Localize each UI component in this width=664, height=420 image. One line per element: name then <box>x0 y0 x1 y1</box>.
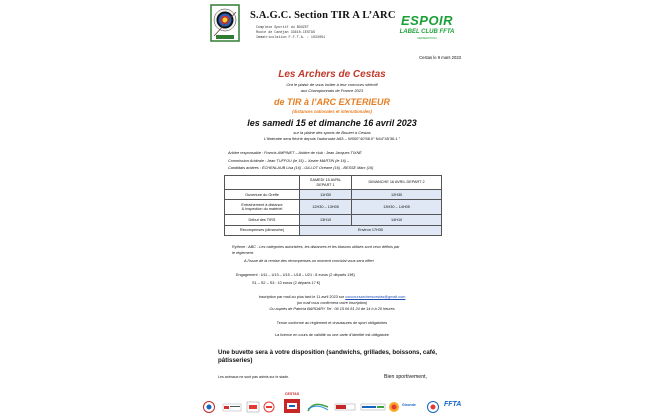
inscription-line <box>192 295 472 299</box>
document-page <box>192 0 472 420</box>
engagement-line-2: S1 – S2 – S3 : 10 euros (2 départs 17 €) <box>252 281 321 285</box>
table-header-cell: SAMEDI 15 AVRIL DEPART 1 <box>300 176 352 190</box>
intro-line-2: aux Championnats de France 2023 <box>300 88 364 93</box>
row-day1: 13H10 <box>300 215 352 225</box>
row-day2: 13H30 – 14H05 <box>352 200 442 215</box>
rythme-line-2: le règlement. <box>232 251 254 255</box>
licence-line: La licence en cours de validité ou une carte d’identité est obligatoire <box>275 333 389 337</box>
rythme-line-1: Rythme : ABC - Les catégories autorisées, les distances et les blasons utilisés sont ceux définis par <box>232 245 400 249</box>
table-row <box>225 200 442 215</box>
event-dates: les samedi 15 et dimanche 16 avril 2023 <box>247 118 417 128</box>
sponsor-logo-4 <box>262 401 276 413</box>
espoir-label-text: LABEL CLUB FFTA <box>399 29 455 35</box>
row-label: Ouverture du Greffe <box>225 190 300 200</box>
commission-line: Commission Arbitrale : Jean TUFFOU (le 15) – Xavier MARTIN (le 16) – <box>228 159 350 163</box>
cestas-logo-text: CESTAS <box>284 392 300 396</box>
event-name: de TIR à l’ARC EXTERIEUR <box>273 97 390 107</box>
arbitre-line: Arbitre responsable : Francis AMPINET – Arbitre de club : Jean Jacques TIXNÉ <box>228 151 362 155</box>
club-target-logo <box>210 4 240 44</box>
sponsor-logo-7 <box>334 401 356 413</box>
sponsor-logo-9 <box>388 401 400 413</box>
row-label: Récompenses (dimanche) <box>225 225 300 235</box>
animaux-line: Les animaux ne sont pas admis sur le stade. <box>218 375 290 379</box>
table-header-row <box>225 176 442 190</box>
header-address-1: Complexe Sportif du BOUZET <box>256 26 309 30</box>
row-label: Début des TIRS <box>225 215 300 225</box>
table-row <box>225 225 442 235</box>
table-header-cell <box>225 176 300 190</box>
confirm-line: (un mail vous confirmera votre inscription) <box>296 301 368 305</box>
row-day1: 12H30 – 13H05 <box>300 200 352 215</box>
sponsor-logo-1 <box>202 401 216 413</box>
sponsor-logo-3 <box>246 401 260 413</box>
buvette-text: Une buvette sera à votre disposition (sandwichs, grillades, boissons, café, pâtisseries) <box>218 349 438 364</box>
inscription-text: Inscription par mail au plus tard le 11 avril 2023 sur <box>258 295 346 299</box>
candidats-line: Candidats arbitres : ÉCHENLAUB Lisa (16) - GILLOT Océane (16) - BESSE Marc (16) <box>228 166 374 170</box>
header-title: S.A.G.C. Section TIR A L’ARC <box>250 10 396 21</box>
sponsor-logo-6 <box>306 401 330 413</box>
row-day1: 11H30 <box>300 190 352 200</box>
engagement-line-1: Engagement : U11 – U13 – U15 – U18 – U21 : 8 euros (2 départs 13€) <box>236 273 355 277</box>
sponsor-logos <box>200 392 468 417</box>
sponsor-logo-8 <box>360 401 386 413</box>
event-place: sur la plaine des sports de Bouzet à Cestas <box>293 130 371 135</box>
intro-line-1: Ont le plaisir de vous inviter à leur concours sélectif <box>286 82 378 87</box>
table-row <box>225 215 442 225</box>
event-subtitle: (distances nationales et internationales) <box>292 109 372 114</box>
espoir-tiny-text: FEDERATION <box>417 36 437 40</box>
espoir-label-logo <box>396 13 458 41</box>
header-registration: Immatriculation F.F.T.A. : 1033091 <box>256 36 326 40</box>
signature-line: Bien sportivement, <box>384 374 427 380</box>
inscription-email-link[interactable]: concoursarcherscestas@gmail.com <box>345 295 406 299</box>
row-label: Entraînement à distance & Inspection du matériel <box>225 200 300 215</box>
schedule-table <box>224 175 442 236</box>
row-merged: Environ 17H30 <box>300 225 442 235</box>
invitation-title: Les Archers de Cestas <box>278 69 386 80</box>
cestas-logo <box>282 397 302 415</box>
row-day2: 14H10 <box>352 215 442 225</box>
ffta-logo-text: FFTA <box>444 401 462 408</box>
itinerary: L’itinéraire sera fléché depuis l’autoroute A63 – W000°40’58.0” N44°45’36.1 ” <box>263 136 401 141</box>
sponsor-logo-10 <box>426 401 440 413</box>
sponsor-logo-2 <box>222 401 242 413</box>
gironde-logo-text: Gironde <box>402 403 416 407</box>
tenue-line: Tenue conforme au règlement et chaussures de sport obligatoires <box>276 321 388 325</box>
aupres-line: Ou auprès de Patricia BARDARY Tel : 06 15 06 81 24 de 14 h à 20 heures <box>269 307 395 311</box>
row-day2: 12H30 <box>352 190 442 200</box>
apres-line: A l’issue de la remise des récompenses un moment convivial vous sera offert <box>244 259 374 263</box>
espoir-word: ESPOIR <box>400 13 454 28</box>
letter-date: Cestas le 9 mars 2023 <box>419 55 461 60</box>
table-header-cell: DIMANCHE 16 AVRIL DEPART 2 <box>352 176 442 190</box>
table-row <box>225 190 442 200</box>
header-address-2: Route de Canéjan 33610-CESTAS <box>256 31 316 35</box>
